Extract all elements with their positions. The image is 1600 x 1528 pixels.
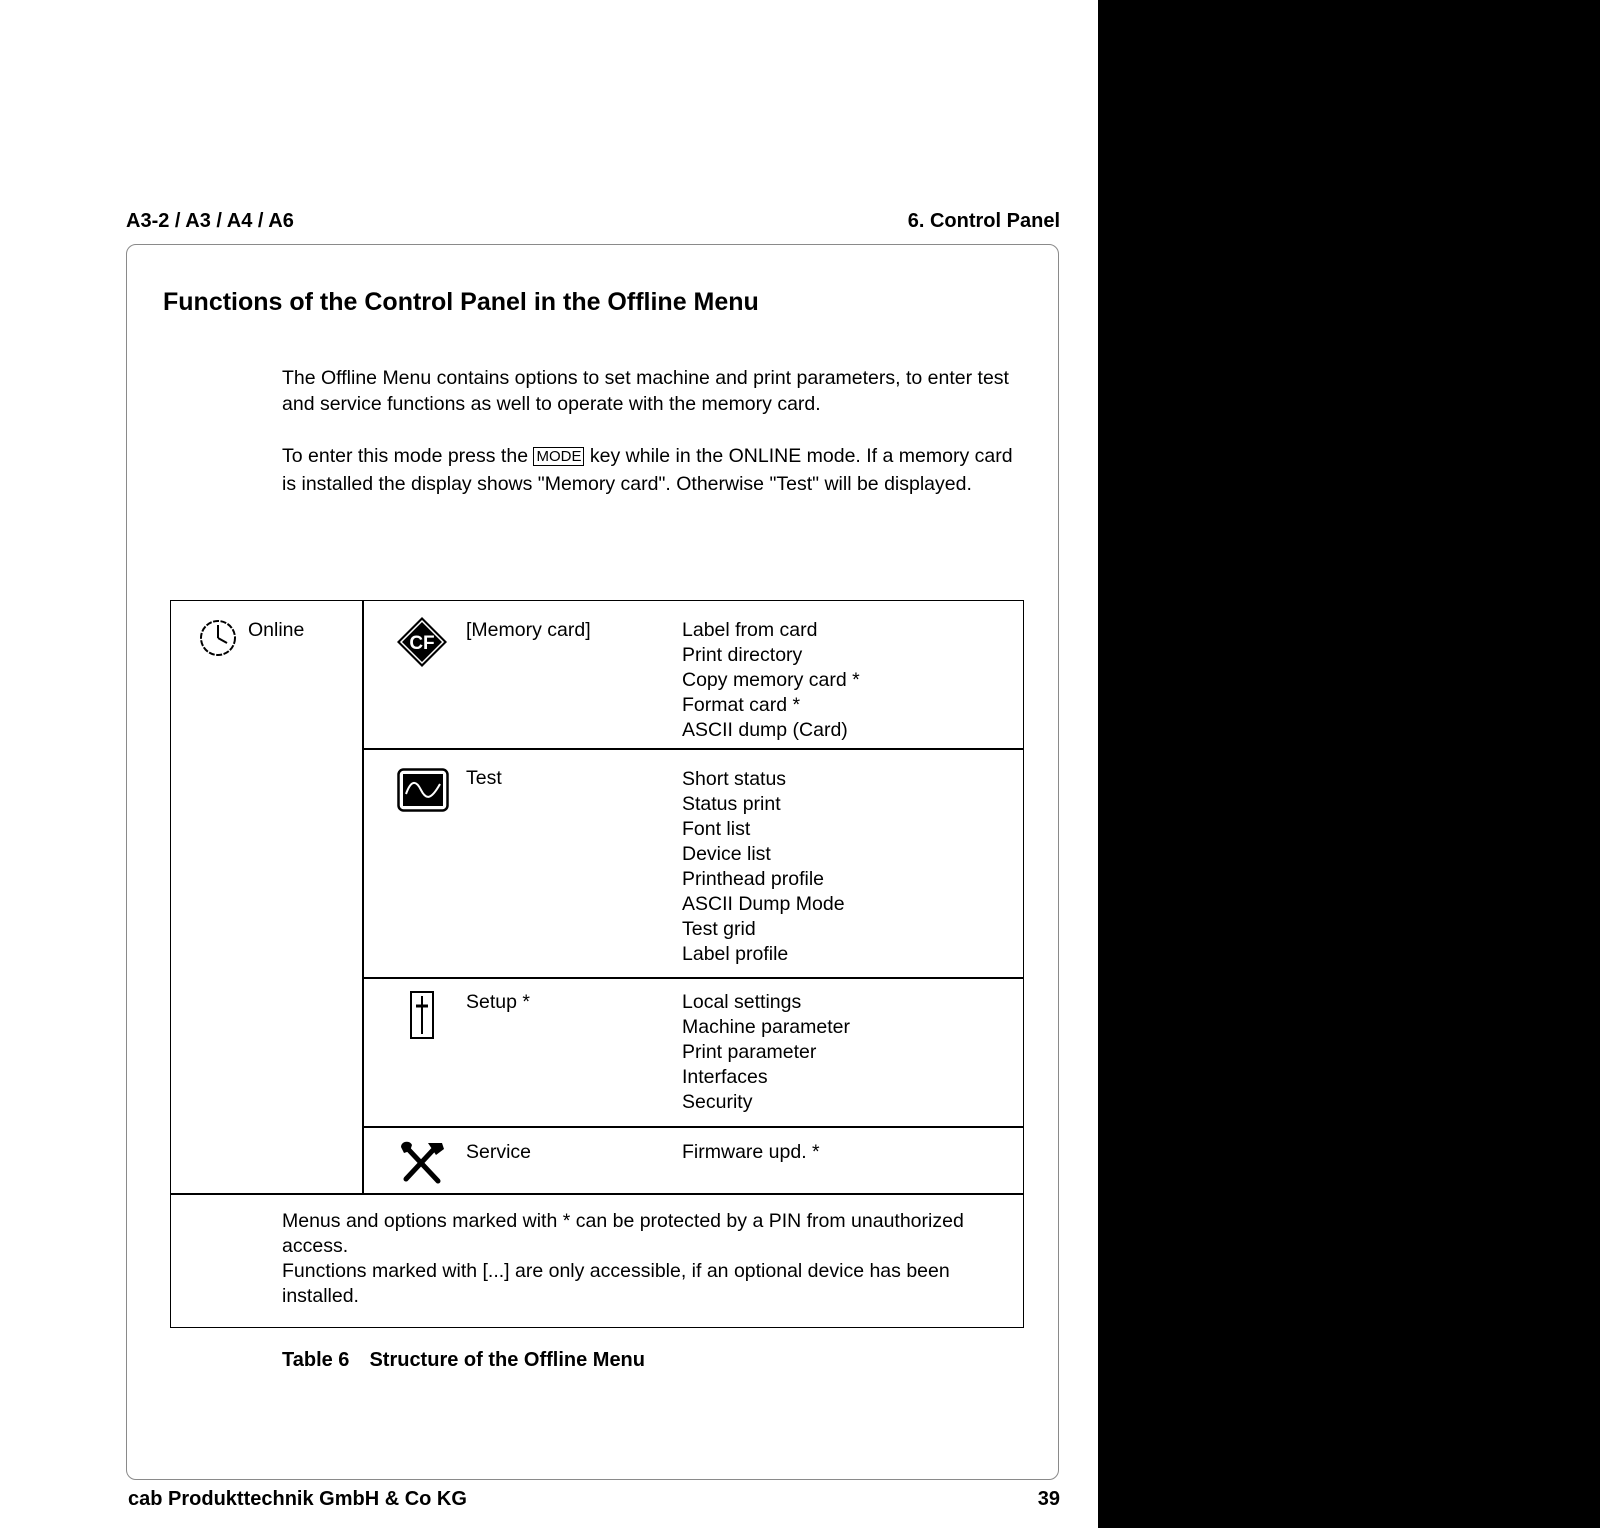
intro-p2-before: To enter this mode press the xyxy=(282,445,534,467)
cf-card-icon xyxy=(396,616,448,668)
note-pin-protection: Menus and options marked with * can be protected by a PIN from unauthorized access. xyxy=(282,1210,964,1257)
note-optional-device: Functions marked with [...] are only accessible, if an optional device has been installed. xyxy=(282,1260,950,1307)
list-item: Font list xyxy=(682,818,751,840)
menu-service-label: Service xyxy=(466,1141,532,1163)
menu-memory-card-label: [Memory card] xyxy=(466,619,591,641)
list-item: Print parameter xyxy=(682,1041,817,1063)
header-models: A3-2 / A3 / A4 / A6 xyxy=(126,210,294,232)
list-item: Print directory xyxy=(682,644,803,666)
test-options xyxy=(682,767,845,967)
caption-text: Structure of the Offline Menu xyxy=(369,1349,645,1371)
page-number: 39 xyxy=(1037,1488,1060,1510)
list-item: ASCII Dump Mode xyxy=(682,893,845,915)
table-row-divider xyxy=(362,1126,1024,1128)
menu-setup-label: Setup * xyxy=(466,991,530,1013)
list-item: Firmware upd. * xyxy=(682,1141,820,1163)
list-item: Local settings xyxy=(682,991,802,1013)
list-item: Status print xyxy=(682,793,781,815)
list-item: Label profile xyxy=(682,943,789,965)
list-item: Machine parameter xyxy=(682,1016,850,1038)
setup-options xyxy=(682,990,850,1115)
clock-icon xyxy=(198,618,238,658)
list-item: Security xyxy=(682,1091,753,1113)
table-caption xyxy=(282,1349,645,1372)
table-row-divider xyxy=(362,977,1024,979)
list-item: Format card * xyxy=(682,694,801,716)
slider-icon xyxy=(409,990,435,1040)
footer-company: cab Produkttechnik GmbH & Co KG xyxy=(128,1488,467,1510)
tools-icon xyxy=(398,1139,448,1185)
section-title: Functions of the Control Panel in the Offline Menu xyxy=(163,288,759,316)
table-notes-divider xyxy=(170,1193,1024,1195)
memory-card-options xyxy=(682,618,860,743)
list-item: Printhead profile xyxy=(682,868,825,890)
table-column-divider xyxy=(362,600,364,1194)
monitor-wave-icon xyxy=(397,768,449,812)
list-item: Short status xyxy=(682,768,787,790)
table-row-divider xyxy=(362,748,1024,750)
list-item: Label from card xyxy=(682,619,818,641)
mode-key: MODE xyxy=(533,447,584,466)
table-notes xyxy=(282,1209,1024,1309)
caption-number: Table 6 xyxy=(282,1349,350,1371)
list-item: Copy memory card * xyxy=(682,669,860,691)
list-item: ASCII dump (Card) xyxy=(682,719,848,741)
black-margin xyxy=(1098,0,1600,1528)
intro-paragraph-2 xyxy=(282,443,1022,498)
service-options xyxy=(682,1140,820,1165)
list-item: Interfaces xyxy=(682,1066,768,1088)
menu-online-label: Online xyxy=(248,619,305,641)
list-item: Test grid xyxy=(682,918,756,940)
svg-text:CF: CF xyxy=(409,633,435,654)
intro-p2-after: key while in the ONLINE mode. If a memory card is installed the display shows "Memory card". Otherwise "Test" will be displayed. xyxy=(282,445,1013,495)
intro-paragraph-1: The Offline Menu contains options to set machine and print parameters, to enter test and service functions as well to operate with the memory card. xyxy=(282,367,1009,415)
header-chapter: 6. Control Panel xyxy=(907,210,1060,232)
list-item: Device list xyxy=(682,843,771,865)
menu-test-label: Test xyxy=(466,767,502,789)
